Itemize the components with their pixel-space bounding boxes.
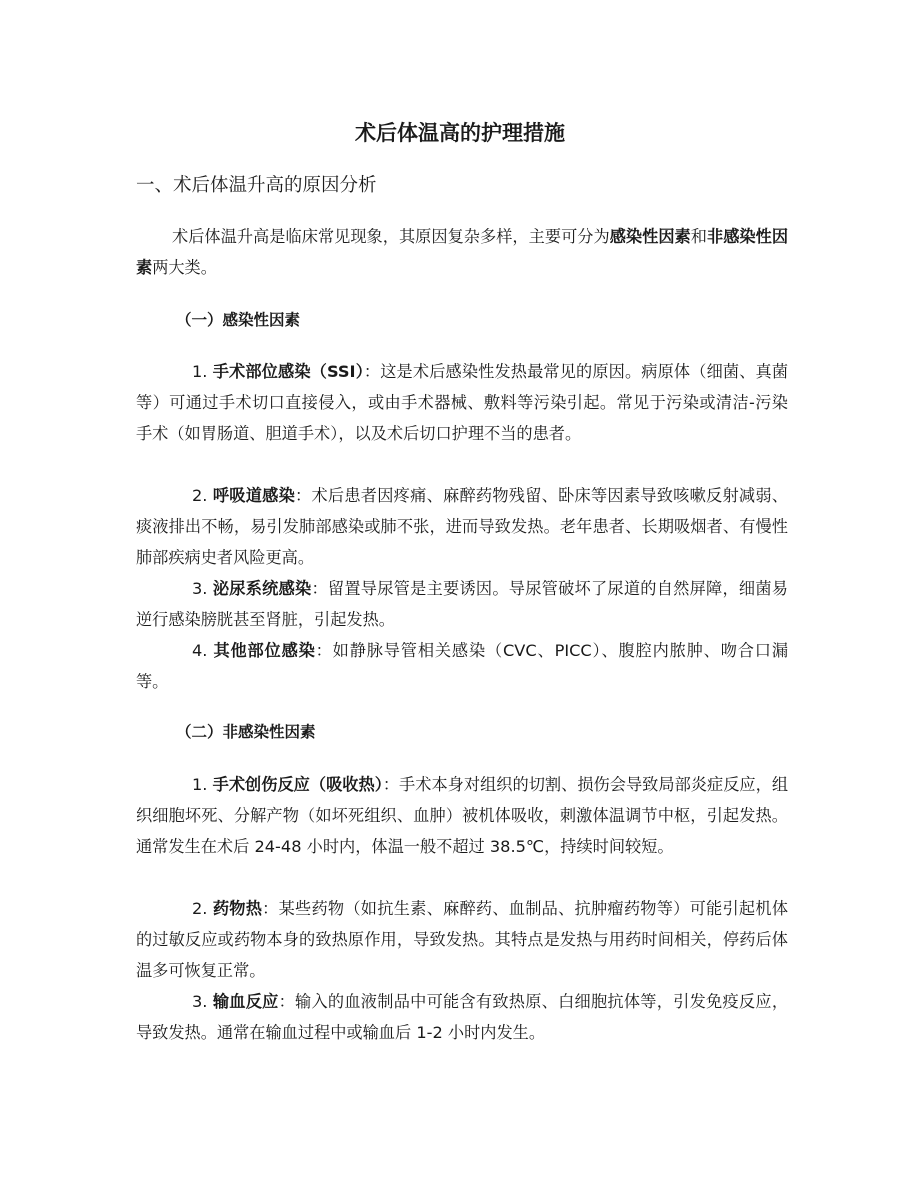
item-text: ：某些药物（如抗生素、麻醉药、血制品、抗肿瘤药物等）可能引起机体的过敏反应或药物本身的致热原作用，导致发热。其特点是发热与用药时间相关，停药后体温多可恢复正常。: [136, 899, 789, 980]
section-heading: 一、术后体温升高的原因分析: [136, 175, 377, 196]
intro-text: 和: [690, 227, 707, 246]
intro-text: 术后体温升高是临床常见现象，其原因复杂多样，主要可分为: [172, 227, 610, 246]
subsection-heading: （二）非感染性因素: [176, 723, 316, 741]
list-item: [136, 986, 788, 1048]
item-text: ：手术本身对组织的切割、损伤会导致局部炎症反应，组织细胞坏死、分解产物（如坏死组织、血肿）被机体吸收，刺激体温调节中枢，引起发热。通常发生在术后 24-48 小时内，体温一般不超过 38.5℃，持续时间较短。: [136, 775, 789, 856]
item-number: 1.: [192, 362, 213, 381]
item-term: 泌尿系统感染: [212, 579, 312, 598]
item-text: ：留置导尿管是主要诱因。导尿管破坏了尿道的自然屏障，细菌易逆行感染膀胱甚至肾脏，引起发热。: [136, 579, 788, 629]
item-term: 呼吸道感染: [212, 486, 296, 505]
item-text: ：输入的血液制品中可能含有致热原、白细胞抗体等，引发免疫反应，导致发热。通常在输血过程中或输血后 1-2 小时内发生。: [136, 992, 788, 1042]
list-item: [136, 893, 788, 986]
item-term: 手术部位感染（SSI）: [212, 362, 364, 381]
item-number: 1.: [192, 775, 213, 794]
subsection-heading: （一）感染性因素: [176, 311, 301, 329]
item-number: 3.: [192, 579, 213, 598]
item-text: ：这是术后感染性发热最常见的原因。病原体（细菌、真菌等）可通过手术切口直接侵入，或由手术器械、敷料等污染引起。常见于污染或清洁-污染手术（如胃肠道、胆道手术），以及术后切口护理不当的患者。: [136, 362, 789, 443]
item-number: 3.: [192, 992, 213, 1011]
intro-text: 两大类。: [152, 258, 217, 277]
item-number: 2.: [192, 899, 213, 918]
item-text: ：术后患者因疼痛、麻醉药物残留、卧床等因素导致咳嗽反射减弱、痰液排出不畅，易引发肺部感染或肺不张，进而导致发热。老年患者、长期吸烟者、有慢性肺部疾病史者风险更高。: [136, 486, 788, 567]
list-item: [136, 635, 788, 697]
item-term: 输血反应: [212, 992, 279, 1011]
item-term: 药物热: [212, 899, 263, 918]
list-item: [136, 480, 788, 573]
list-item: [136, 356, 788, 449]
item-number: 2.: [192, 486, 213, 505]
item-text: ：如静脉导管相关感染（CVC、PICC）、腹腔内脓肿、吻合口漏等。: [136, 641, 789, 691]
item-term: 其他部位感染: [213, 641, 316, 660]
list-item: [136, 573, 788, 635]
intro-paragraph: [136, 221, 788, 283]
list-item: [136, 769, 788, 862]
item-term: 手术创伤反应（吸收热）: [212, 775, 383, 794]
document-title: 术后体温高的护理措施: [355, 121, 565, 145]
intro-bold-term: 感染性因素: [609, 227, 691, 246]
intro-bold-term: 非感染性因素: [136, 227, 789, 277]
item-number: 4.: [192, 641, 214, 660]
